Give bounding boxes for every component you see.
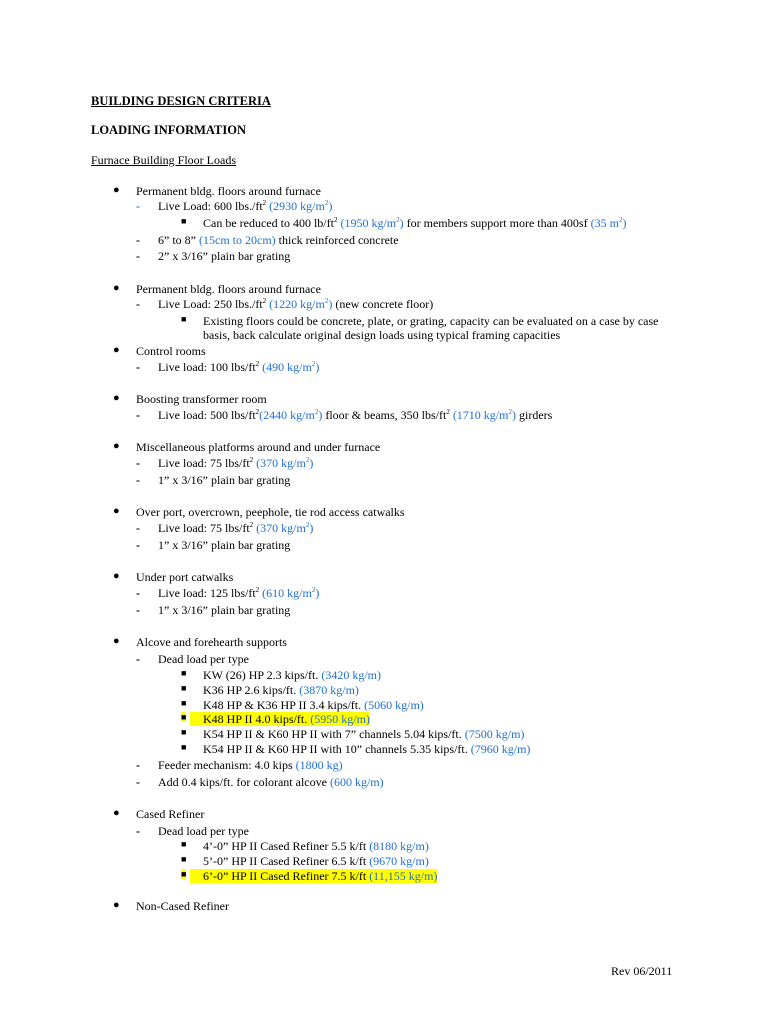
bullet-icon: ● <box>113 184 120 196</box>
list-item: Over port, overcrown, peephole, tie rod access catwalks <box>136 505 405 519</box>
square-bullet-icon: ■ <box>181 668 187 678</box>
bullet-icon: ● <box>113 505 120 517</box>
dash-icon: - <box>136 408 140 422</box>
bullet-icon: ● <box>113 344 120 356</box>
list-item: 4’-0” HP II Cased Refiner 5.5 k/ft (8180 kg/m) <box>203 839 429 853</box>
list-item: Feeder mechanism: 4.0 kips (1800 kg) <box>158 758 343 772</box>
list-item: Live load: 500 lbs/$ft^2(2440$ $kg/m^2$) floor & beams, 350 lbs/$ft^2$ (1710 $kg/m^2$) girders <box>158 408 553 422</box>
list-item: Live load: 100 lbs/$ft^2$ (490 $kg/m^2$) <box>158 360 320 374</box>
dash-icon: - <box>136 603 140 617</box>
square-bullet-icon: ■ <box>181 712 187 722</box>
bullet-icon: ● <box>113 440 120 452</box>
dash-icon: - <box>136 456 140 470</box>
section-heading: LOADING INFORMATION <box>91 123 246 137</box>
dash-icon: - <box>136 360 140 374</box>
list-item: 1” x 3/16” plain bar grating <box>158 538 291 552</box>
list-item: Non-Cased Refiner <box>136 899 229 913</box>
square-bullet-icon: ■ <box>181 839 187 849</box>
square-bullet-icon: ■ <box>181 869 187 879</box>
dash-icon: - <box>136 538 140 552</box>
list-item: Can be reduced to 400 $lb/ft^2$ (1950 $kg/m^2$) for members support more than 400sf (35 $m^2$) <box>203 216 627 230</box>
highlighted-item: K48 HP II 4.0 kips/ft. (5950 kg/m) <box>190 712 370 726</box>
list-item: Live load: 75 lbs/$ft^2$ (370 $kg/m^2$) <box>158 456 314 470</box>
list-item: K54 HP II & K60 HP II with 7” channels 5.04 kips/ft. (7500 kg/m) <box>203 727 525 741</box>
list-item: Cased Refiner <box>136 807 205 821</box>
dash-icon: - <box>136 586 140 600</box>
revision-footer: Rev 06/2011 <box>611 964 673 978</box>
dash-icon: - <box>136 199 140 213</box>
list-item: Live Load: 600 $lbs./ft^2$ (2930 $kg/m^2$) <box>158 199 333 213</box>
bullet-icon: ● <box>113 899 120 911</box>
square-bullet-icon: ■ <box>181 742 187 752</box>
list-item: Live load: 125 lbs/$ft^2$ (610 $kg/m^2$) <box>158 586 320 600</box>
list-item: K48 HP & K36 HP II 3.4 kips/ft. (5060 kg/m) <box>203 698 424 712</box>
list-item: Miscellaneous platforms around and under furnace <box>136 440 381 454</box>
list-item: Boosting transformer room <box>136 392 267 406</box>
list-item: Under port catwalks <box>136 570 234 584</box>
dash-icon: - <box>136 824 140 838</box>
bullet-icon: ● <box>113 282 120 294</box>
list-item: Control rooms <box>136 344 206 358</box>
bullet-icon: ● <box>113 392 120 404</box>
list-item: Live load: 75 lbs/$ft^2$ (370 $kg/m^2$) <box>158 521 314 535</box>
dash-icon: - <box>136 775 140 789</box>
square-bullet-icon: ■ <box>181 683 187 693</box>
list-item: Add 0.4 kips/ft. for colorant alcove (600 kg/m) <box>158 775 384 789</box>
document-title: BUILDING DESIGN CRITERIA <box>91 94 271 108</box>
bullet-icon: ● <box>113 570 120 582</box>
list-item: Live Load: 250 $lbs./ft^2$ (1220 $kg/m^2$) (new concrete floor) <box>158 297 434 311</box>
subsection-heading: Furnace Building Floor Loads <box>91 153 236 167</box>
square-bullet-icon: ■ <box>181 727 187 737</box>
highlighted-item: 6’-0” HP II Cased Refiner 7.5 k/ft (11,155 kg/m) <box>190 869 437 883</box>
list-item: K36 HP 2.6 kips/ft. (3870 kg/m) <box>203 683 359 697</box>
dash-icon: - <box>136 652 140 666</box>
list-item: 6” to 8” (15cm to 20cm) thick reinforced concrete <box>158 233 399 247</box>
dash-icon: - <box>136 758 140 772</box>
list-item: Dead load per type <box>158 824 249 838</box>
list-item: Permanent bldg. floors around furnace <box>136 282 321 296</box>
list-item: Alcove and forehearth supports <box>136 635 287 649</box>
dash-icon: - <box>136 521 140 535</box>
square-bullet-icon: ■ <box>181 854 187 864</box>
list-item: K54 HP II & K60 HP II with 10” channels 5.35 kips/ft. (7960 kg/m) <box>203 742 531 756</box>
list-item: 1” x 3/16” plain bar grating <box>158 603 291 617</box>
list-item: 1” x 3/16” plain bar grating <box>158 473 291 487</box>
bullet-icon: ● <box>113 635 120 647</box>
list-item: Existing floors could be concrete, plate, or grating, capacity can be evaluated on a case by case basis, back calculate original design loads using typical framing capacities <box>203 314 659 342</box>
list-item: Dead load per type <box>158 652 249 666</box>
square-bullet-icon: ■ <box>181 698 187 708</box>
dash-icon: - <box>136 473 140 487</box>
list-item: KW (26) HP 2.3 kips/ft. (3420 kg/m) <box>203 668 382 682</box>
square-bullet-icon: ■ <box>181 314 187 324</box>
dash-icon: - <box>136 233 140 247</box>
square-bullet-icon: ■ <box>181 216 187 226</box>
list-item: 5’-0” HP II Cased Refiner 6.5 k/ft (9670 kg/m) <box>203 854 429 868</box>
dash-icon: - <box>136 249 140 263</box>
list-item: Permanent bldg. floors around furnace <box>136 184 321 198</box>
bullet-icon: ● <box>113 807 120 819</box>
dash-icon: - <box>136 297 140 311</box>
list-item: 2” x 3/16” plain bar grating <box>158 249 291 263</box>
